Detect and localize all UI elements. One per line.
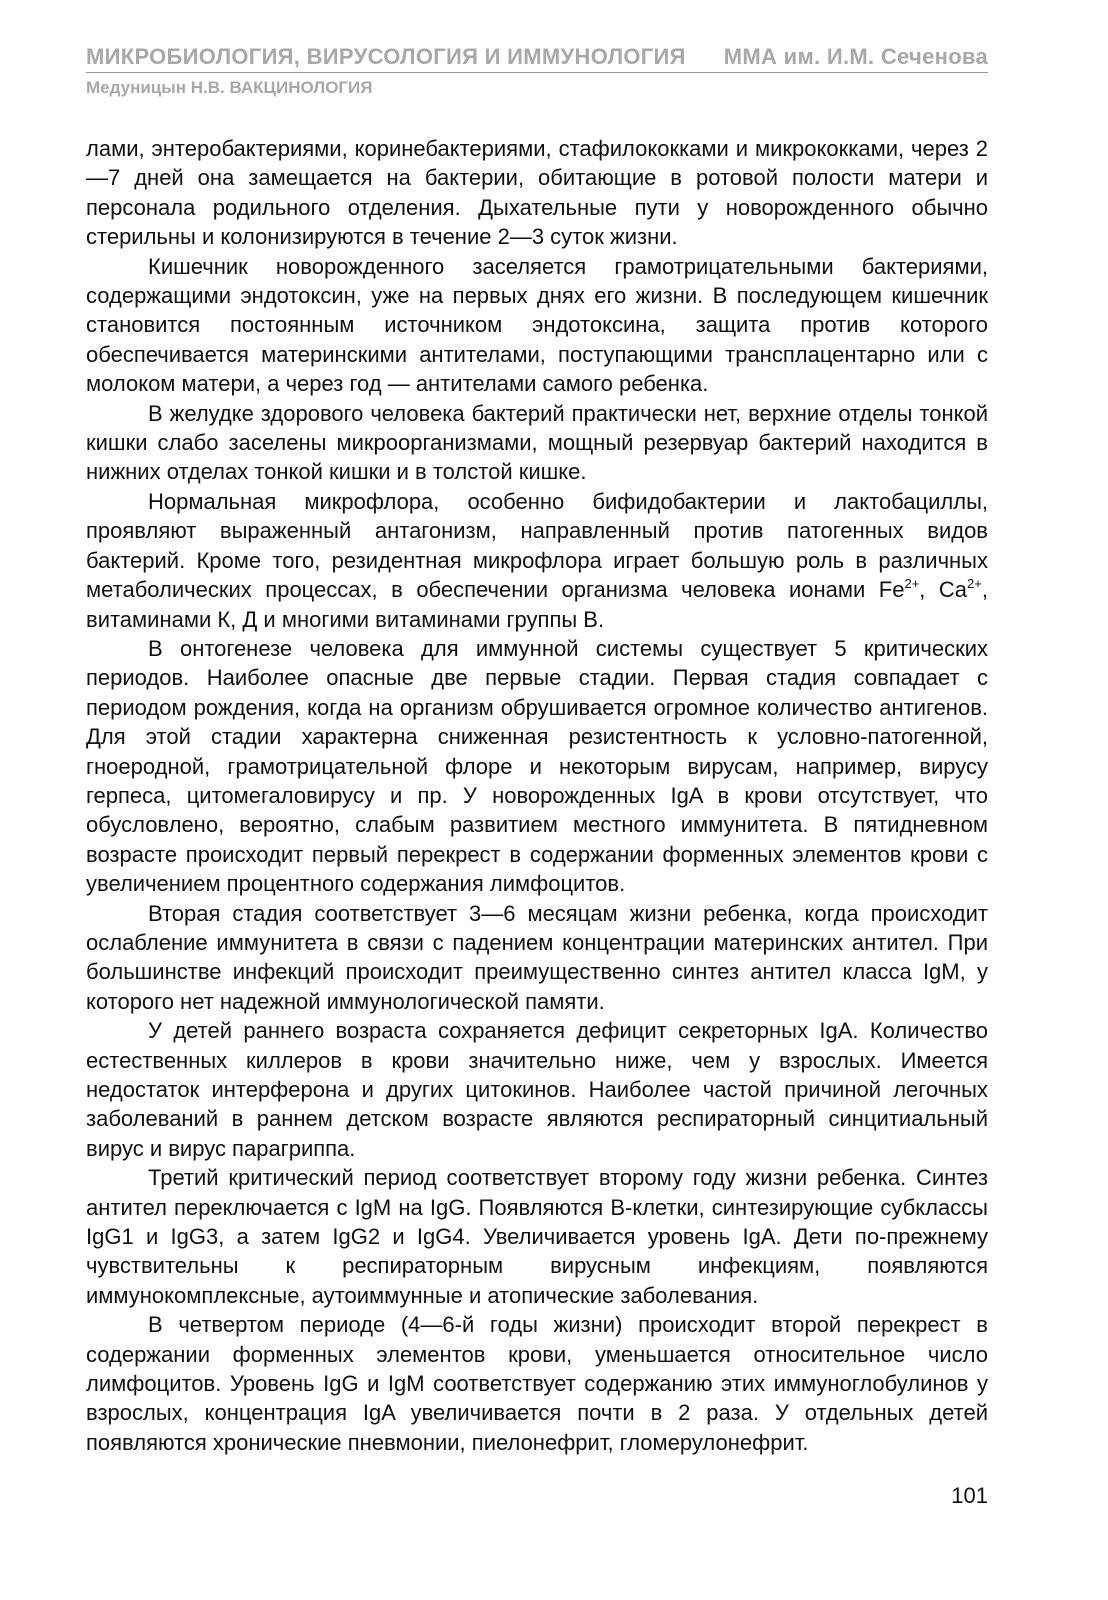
page-body (86, 134, 988, 1457)
paragraph-with-ions (86, 487, 988, 634)
paragraph: Третий критический период соответствует второму году жизни ребенка. Синтез антител переключается с IgM на IgG. Появляются В-клетки, синтезирующие субклассы IgG1 и IgG3, а затем IgG2 и IgG4. Увеличивается уровень IgA. Дети по-прежнему чувствительны к респираторным вирусным инфекциям, появляются иммунокомплексные, аутоиммунные и атопические заболевания. (86, 1165, 988, 1308)
header-book-title: МИКРОБИОЛОГИЯ, ВИРУСОЛОГИЯ И ИММУНОЛОГИЯ (86, 44, 686, 69)
paragraph: В онтогенезе человека для иммунной системы существует 5 критических периодов. Наиболее опасные две первые стадии. Первая стадия совпадает с периодом рождения, когда на организм обрушивается огромное количество антигенов. Для этой стадии характерна сниженная резистентность к условно-патогенной, гноеродной, грамотрицательной флоре и некоторым вирусам, например, вирусу герпеса, цитомегаловирусу и пр. У новорожденных IgA в крови отсутствует, что обусловлено, вероятно, слабым развитием местного иммунитета. В пятидневном возрасте происходит первый перекрест в содержании форменных элементов крови с увеличением процентного содержания лимфоцитов. (86, 635, 988, 897)
paragraph-continuation: лами, энтеробактериями, коринебактериями, стафилококками и микрококками, через 2—7 дней она замещается на бактерии, обитающие в ротовой полости матери и персонала родильного отделения. Дыхательные пути у новорожденного обычно стерильны и колонизируются в течение 2—3 суток жизни. (86, 136, 988, 250)
header-subtitle: Медуницын Н.В. ВАКЦИНОЛОГИЯ (86, 78, 373, 97)
header-institution: ММА им. И.М. Сеченова (723, 44, 988, 69)
header-title-row (86, 44, 988, 73)
paragraph: Вторая стадия соответствует 3—6 месяцам жизни ребенка, когда происходит ослабление иммунитета в связи с падением концентрации материнских антител. При большинстве инфекций происходит преимущественно синтез антител класса IgM, у которого нет надежной иммунологической памяти. (86, 900, 988, 1014)
superscript-charge: 2+ (967, 576, 982, 592)
paragraph-text: , Ca (919, 577, 968, 603)
paragraph: В четвертом периоде (4—6-й годы жизни) происходит второй перекрест в содержании форменных элементов крови, уменьшается относительное число лимфоцитов. Уровень IgG и IgM соответствует содержанию этих иммуноглобулинов у взрослых, концентрация IgA увеличивается почти в 2 раза. У отдельных детей появляются хронические пневмонии, пиелонефрит, гломерулонефрит. (86, 1312, 988, 1455)
paragraph-text: , витаминами К, Д и многими витаминами группы В. (86, 577, 988, 632)
paragraph-text: Нормальная микрофлора, особенно бифидобактерии и лактобациллы, проявляют выраженный антагонизм, направленный против патогенных видов бактерий. Кроме того, резидентная микрофлора играет большую роль в различных метаболических процессах, в обеспечении организма человека ионами Fe (86, 488, 988, 603)
paragraph: Кишечник новорожденного заселяется грамотрицательными бактериями, содержащими эндотоксин, уже на первых днях его жизни. В последующем кишечник становится постоянным источником эндотоксина, защита против которого обеспечивается материнскими антителами, поступающими трансплацентарно или с молоком матери, а через год — антителами самого ребенка. (86, 253, 988, 397)
paragraph: У детей раннего возраста сохраняется дефицит секреторных IgA. Количество естественных киллеров в крови значительно ниже, чем у взрослых. Имеется недостаток интерферона и других цитокинов. Наиболее частой причиной легочных заболеваний в раннем детском возрасте являются респираторный синцитиальный вирус и вирус парагриппа. (86, 1018, 988, 1161)
page-number: 101 (951, 1483, 988, 1508)
superscript-charge: 2+ (904, 576, 920, 592)
page-header (86, 44, 988, 98)
paragraph: В желудке здорового человека бактерий практически нет, верхние отделы тонкой кишки слабо заселены микроорганизмами, мощный резервуар бактерий находится в нижних отделах тонкой кишки и в толстой кишке. (86, 400, 988, 485)
